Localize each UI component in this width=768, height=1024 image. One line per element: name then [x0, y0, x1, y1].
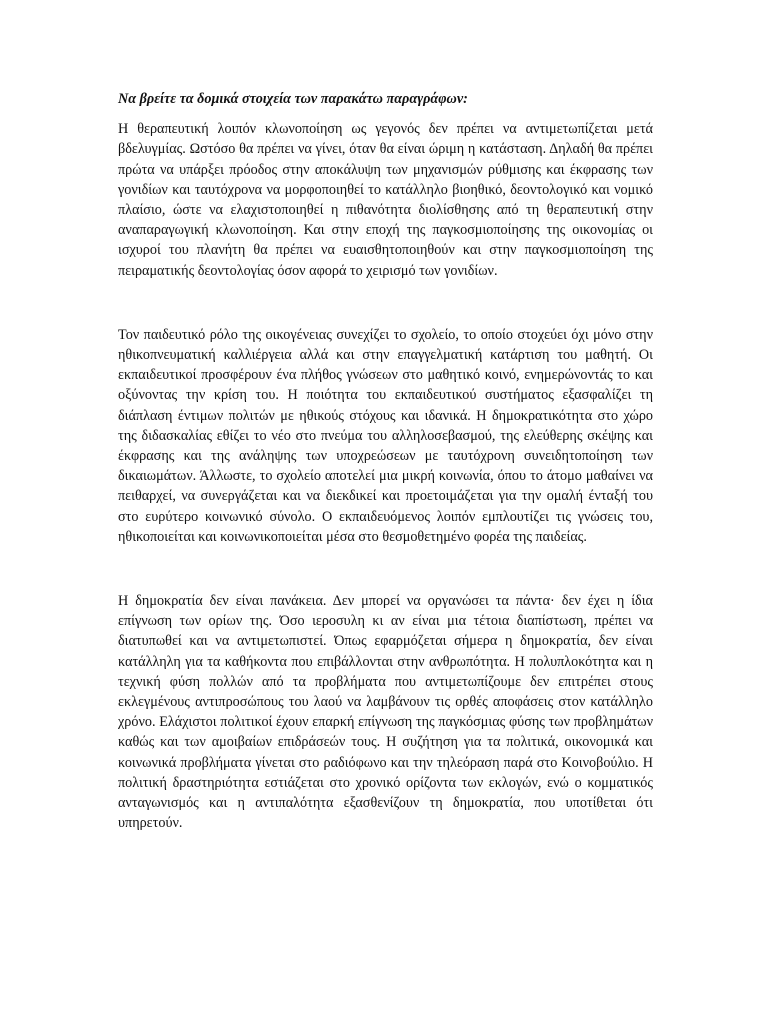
- document-body: [118, 89, 653, 834]
- paragraph-school: Τον παιδευτικό ρόλο της οικογένειας συνεχίζει το σχολείο, το οποίο στοχεύει όχι μόνο στην ηθικοπνευματική καλλιέργεια αλλά και στην επαγγελματική κατάρτιση του μαθητή. Οι εκπαιδευτικοί προσφέρουν ένα πλήθος γνώσεων στο μαθητικό κοινό, ενημερώνοντάς το και οξύνοντας την κρίση του. Η ποιότητα του εκπαιδευτικού συστήματος εξασφαλίζει τη διάπλαση έντιμων πολιτών με ηθικούς στόχους και ιδανικά. Η δημοκρατικότητα στο χώρο της διδασκαλίας εθίζει το νέο στο πνεύμα του αλληλοσεβασμού, της ελεύθερης σκέψης και έκφρασης και της ανάληψης των υποχρεώσεων με ταυτόχρονη συνειδητοποίηση των δικαιωμάτων. Άλλωστε, το σχολείο αποτελεί μια μικρή κοινωνία, όπου το άτομο μαθαίνει να πειθαρχεί, να συνεργάζεται και να διεκδικεί και προετοιμάζεται για την ομαλή ένταξή του στο ευρύτερο κοινωνικό σύνολο. Ο εκπαιδευόμενος λοιπόν εμπλουτίζει τις γνώσεις του, ηθικοποιείται και κοινωνικοποιείται μέσα στο θεσμοθετημένο φορέα της παιδείας.: [118, 326, 653, 545]
- paragraph-cloning: Η θεραπευτική λοιπόν κλωνοποίηση ως γεγονός δεν πρέπει να αντιμετωπίζεται μετά βδελυγμίας. Ωστόσο θα πρέπει να γίνει, όταν θα είναι ώριμη η κατάσταση. Δηλαδή θα πρέπει πρώτα να υπάρξει πρόοδος στην αποκάλυψη των μηχανισμών ρύθμισης και έκφρασης των γονιδίων και ταυτόχρονα να μορφοποιηθεί το κατάλληλο βιοηθικό, δεοντολογικό και νομικό πλαίσιο, ώστε να ελαχιστοποιηθεί η πιθανότητα διολίσθησης από τη θεραπευτική στην αναπαραγωγική κλωνοποίηση. Και στην εποχή της παγκοσμιοποίησης της οικονομίας οι ισχυροί του πλανήτη θα πρέπει να ευαισθητοποιηθούν και στην παγκοσμιοποίηση της πειραματικής δεοντολογίας όσον αφορά το χειρισμό των γονιδίων.: [118, 121, 653, 279]
- paragraph-democracy: Η δημοκρατία δεν είναι πανάκεια. Δεν μπορεί να οργανώσει τα πάντα· δεν έχει η ίδια επίγνωση των ορίων της. Όσο ιεροσυλη κι αν είναι μια τέτοια διαπίστωση, πρέπει να διατυπωθεί και να αντιμετωπιστεί. Όπως εφαρμόζεται σήμερα η δημοκρατία, δεν είναι κατάλληλη για τα καθήκοντα που επιβάλλονται στην ανθρωπότητα. Η πολυπλοκότητα και η τεχνική φύση πολλών από τα προβλήματα που αντιμετωπίζουμε δεν επιτρέπει στους εκλεγμένους αντιπροσώπους του λαού να λαμβάνουν τις ορθές αποφάσεις στον κατάλληλο χρόνο. Ελάχιστοι πολιτικοί έχουν επαρκή επίγνωση της παγκόσμιας φύσης των προβλημάτων καθώς και των αμοιβαίων επιδράσεών τους. Η συζήτηση για τα πολιτικά, οικονομικά και κοινωνικά προβλήματα γίνεται στο ραδιόφωνο και την τηλεόραση παρά στο Κοινοβούλιο. Η πολιτική δραστηριότητα εστιάζεται στο χρονικό ορίζοντα των εκλογών, ενώ ο κομματικός ανταγωνισμός και η αντιπαλότητα εξασθενίζουν τη δημοκρατία, που υποτίθεται ότι υπηρετούν.: [118, 593, 653, 832]
- exercise-heading: Να βρείτε τα δομικά στοιχεία των παρακάτω παραγράφων:: [118, 91, 468, 107]
